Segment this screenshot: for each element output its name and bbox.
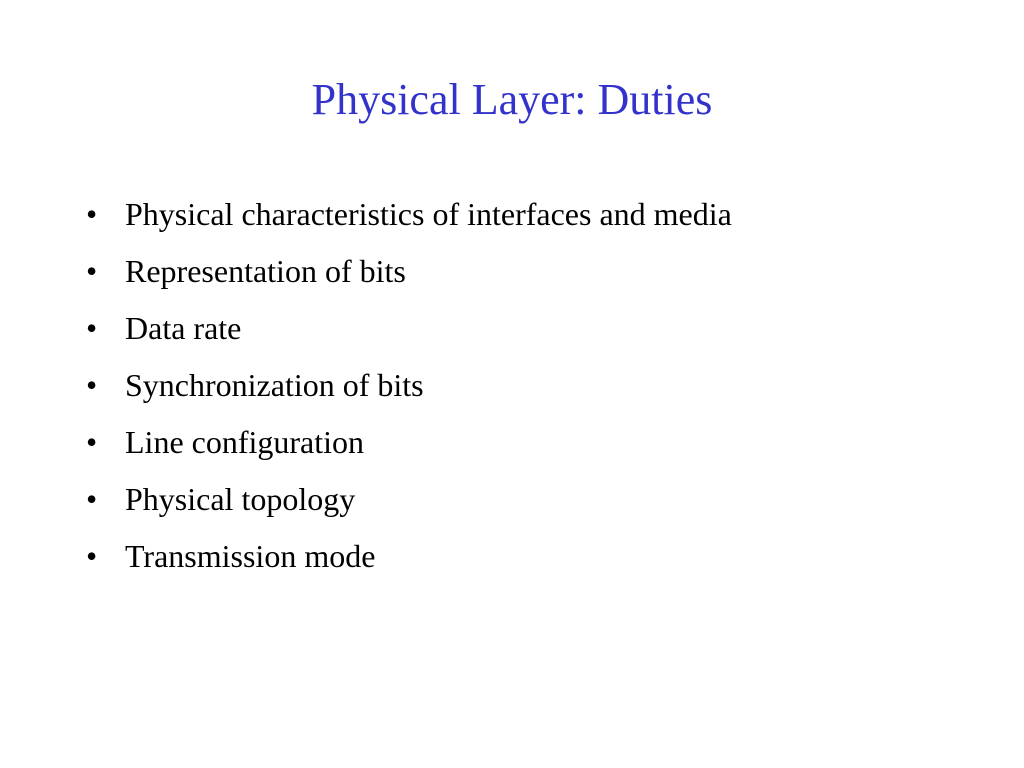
bullet-item — [86, 300, 732, 357]
bullet-item — [86, 471, 732, 528]
bullet-item — [86, 243, 732, 300]
bullet-item — [86, 357, 732, 414]
bullet-item — [86, 186, 732, 243]
bullet-item — [86, 414, 732, 471]
bullet-marker: • — [86, 481, 98, 517]
bullet-text: Line configuration — [125, 424, 365, 460]
bullet-marker: • — [86, 196, 98, 232]
slide-title: Physical Layer: Duties — [311, 75, 713, 124]
bullet-text: Physical topology — [125, 481, 356, 517]
bullet-text: Representation of bits — [125, 253, 406, 289]
bullet-text: Physical characteristics of interfaces and media — [125, 196, 732, 232]
bullet-text: Transmission mode — [125, 538, 376, 574]
bullet-marker: • — [86, 253, 98, 289]
bullet-marker: • — [86, 310, 98, 346]
bullet-text: Data rate — [125, 310, 242, 346]
bullet-item — [86, 528, 732, 585]
bullet-marker: • — [86, 424, 98, 460]
bullet-list — [86, 186, 732, 585]
bullet-text: Synchronization of bits — [125, 367, 424, 403]
bullet-marker: • — [86, 367, 98, 403]
bullet-marker: • — [86, 538, 98, 574]
